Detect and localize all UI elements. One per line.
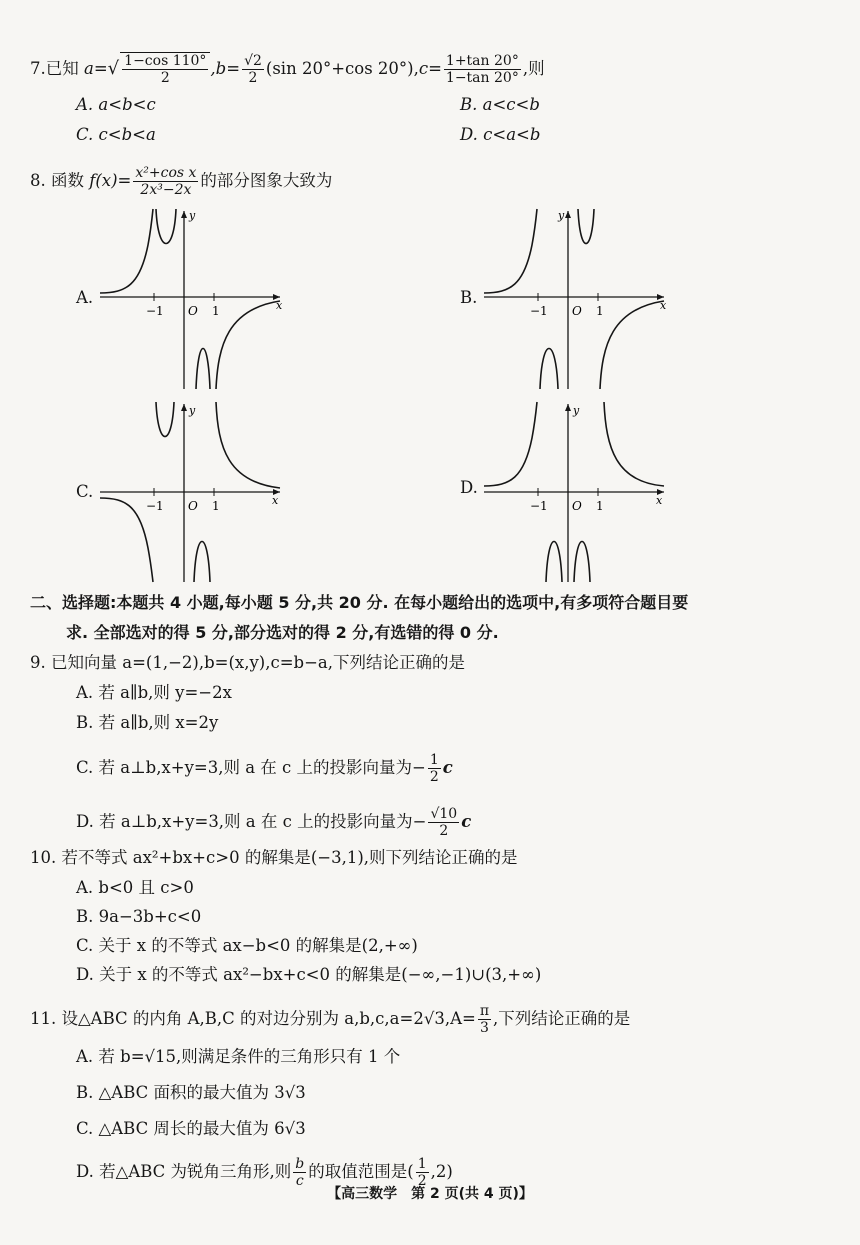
graph-c-tick-pos: 1: [212, 499, 220, 513]
graph-a-y-label: y: [189, 209, 196, 222]
graph-b-tick-pos: 1: [596, 304, 604, 318]
q9-stem: 9. 已知向量 a=(1,−2),b=(x,y),c=b−a,下列结论正确的是: [30, 653, 465, 672]
q9-option-a: A. 若 a∥b,则 y=−2x: [76, 683, 232, 702]
graph-b-y-label: y: [558, 209, 565, 222]
graph-c-x-label: x: [272, 494, 279, 507]
graph-d: [480, 398, 670, 583]
q7-option-b: B. a<c<b: [460, 95, 540, 114]
q10-option-c: C. 关于 x 的不等式 ax−b<0 的解集是(2,+∞): [76, 936, 418, 955]
page-footer: 【高三数学 第 2 页(共 4 页)】: [327, 1186, 533, 1202]
graph-a-tick-pos: 1: [212, 304, 220, 318]
q10-stem: 10. 若不等式 ax²+bx+c>0 的解集是(−3,1),则下列结论正确的是: [30, 848, 518, 867]
q11-stem: 11. 设△ABC 的内角 A,B,C 的对边分别为 a,b,c,a=2√3,A= $\frac{\pi}{3}$ ,下列结论正确的是: [30, 1003, 631, 1036]
graph-b-x-label: x: [660, 299, 667, 312]
q8-label-d: D.: [460, 478, 478, 497]
graph-c-origin: O: [188, 499, 198, 513]
q10-option-b: B. 9a−3b+c<0: [76, 907, 202, 926]
q11-option-b: B. △ABC 面积的最大值为 3√3: [76, 1083, 306, 1102]
q7-option-d: D. c<a<b: [460, 125, 541, 144]
q7-option-c: C. c<b<a: [76, 125, 156, 144]
graph-a-origin: O: [188, 304, 198, 318]
graph-b: [480, 205, 670, 390]
graph-b-origin: O: [572, 304, 582, 318]
section2-heading-line1: 二、选择题:本题共 4 小题,每小题 5 分,共 20 分. 在每小题给出的选项中,有多项符合题目要: [30, 593, 689, 612]
q11-option-c: C. △ABC 周长的最大值为 6√3: [76, 1119, 306, 1138]
q8-label-b: B.: [460, 288, 478, 307]
q8-label-c: C.: [76, 482, 94, 501]
q7-stem: 7.已知 a=√ $\frac{1-\cos 110^\circ}{2}$ ,b= $\frac{√2}{2}$ (sin 20°+cos 20°),c= $\frac{1+\tan 20^\circ}{1-\tan 20^\circ}$ ,则: [30, 53, 545, 86]
q10-option-d: D. 关于 x 的不等式 ax²−bx+c<0 的解集是(−∞,−1)∪(3,+∞): [76, 965, 542, 984]
graph-a-tick-neg: −1: [146, 304, 164, 318]
q9-option-c: C. 若 a⊥b,x+y=3,则 a 在 c 上的投影向量为− $\frac{1}{2}$ c: [76, 752, 453, 785]
graph-a: [96, 205, 286, 390]
graph-d-tick-pos: 1: [596, 499, 604, 513]
graph-c-tick-neg: −1: [146, 499, 164, 513]
q9-option-b: B. 若 a∥b,则 x=2y: [76, 713, 219, 732]
graph-d-x-label: x: [656, 494, 663, 507]
graph-d-y-label: y: [573, 404, 580, 417]
graph-b-tick-neg: −1: [530, 304, 548, 318]
q8-label-a: A.: [76, 288, 94, 307]
q11-option-a: A. 若 b=√15,则满足条件的三角形只有 1 个: [76, 1047, 401, 1066]
q7-option-a: A. a<b<c: [76, 95, 156, 114]
q8-stem: 8. 函数 f(x)= $\frac{\text{x²+cos x}}{\text{2x³−2x}}$ 的部分图象大致为: [30, 165, 333, 198]
q9-option-d: D. 若 a⊥b,x+y=3,则 a 在 c 上的投影向量为− $\frac{√10}{2}$ c: [76, 806, 472, 839]
graph-a-x-label: x: [276, 299, 283, 312]
q10-option-a: A. b<0 且 c>0: [76, 878, 194, 897]
section2-heading-line2: 求. 全部选对的得 5 分,部分选对的得 2 分,有选错的得 0 分.: [66, 623, 499, 642]
graph-c-y-label: y: [189, 404, 196, 417]
graph-d-origin: O: [572, 499, 582, 513]
graph-d-tick-neg: −1: [530, 499, 548, 513]
graph-c: [96, 398, 286, 583]
q11-option-d: D. 若△ABC 为锐角三角形,则 $\frac{b}{c}$ 的取值范围是( $\frac{1}{2}$ ,2): [76, 1156, 453, 1189]
